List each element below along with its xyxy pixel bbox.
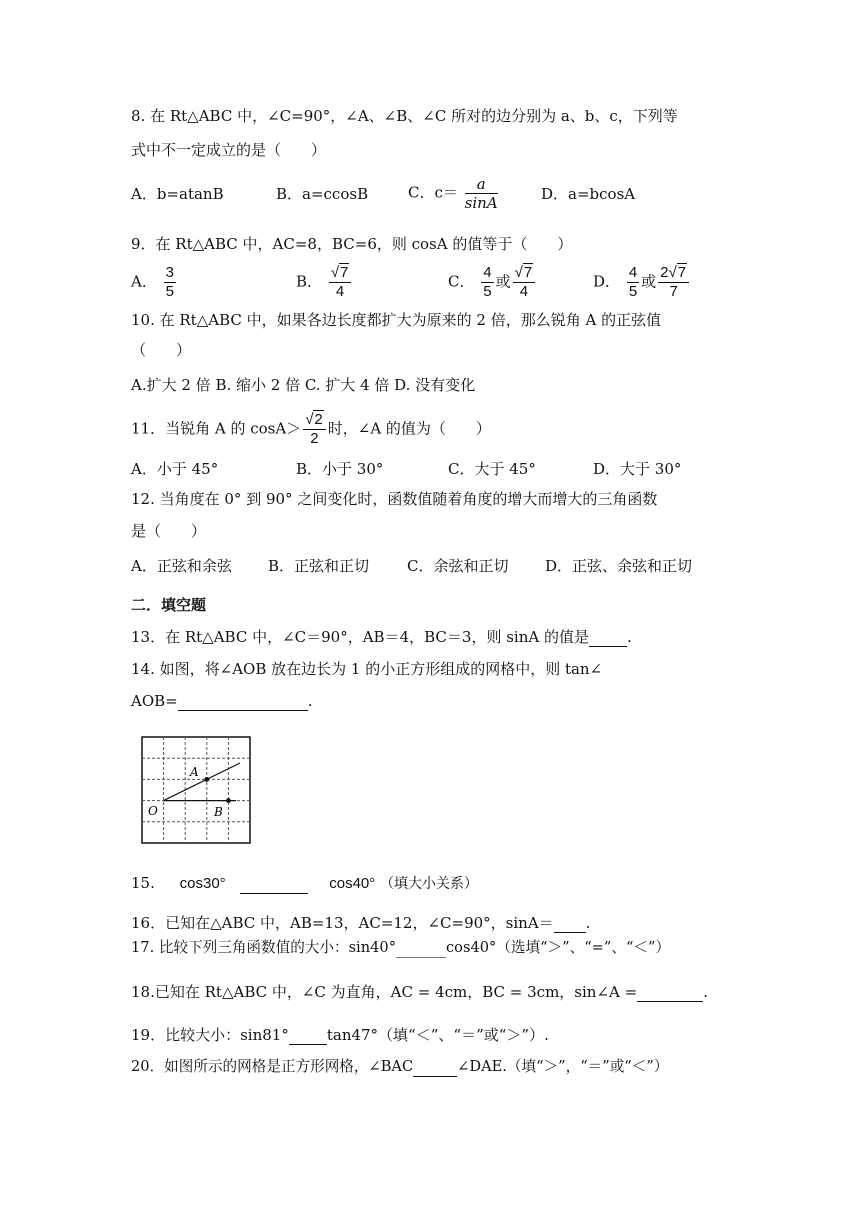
fraction — [481, 264, 493, 301]
fraction — [164, 264, 176, 301]
q15-right-expr: cos40° — [329, 875, 376, 892]
q16-answer-blank[interactable] — [554, 916, 586, 933]
q14-grid-figure — [140, 735, 254, 847]
fraction — [329, 264, 352, 301]
fraction-numerator — [329, 264, 352, 283]
q15-note: （填大小关系） — [380, 876, 479, 892]
q11-option-d: D．大于 30° — [593, 460, 682, 478]
option-label: D． — [593, 272, 621, 291]
q18-answer-blank[interactable] — [637, 985, 703, 1002]
q13-text-end: . — [626, 628, 632, 646]
label-a: A — [190, 765, 199, 779]
fraction-denominator: 5 — [483, 283, 492, 300]
q8-option-c — [408, 175, 500, 212]
fraction-denominator: 7 — [669, 283, 678, 300]
sqrt-symbol: √7 — [330, 264, 349, 281]
point-b — [226, 798, 231, 803]
radicand: 2 — [314, 411, 323, 428]
fraction-denominator: 5 — [628, 283, 638, 300]
q11-stem-text: 11．当锐角 A 的 cosA＞ — [131, 419, 302, 438]
fraction — [627, 264, 639, 301]
radicand: 7 — [677, 264, 687, 281]
q8-option-d: D．a=bcosA — [541, 185, 636, 203]
q11-option-b: B．小于 30° — [296, 460, 384, 478]
q11-option-a: A．小于 45° — [131, 460, 219, 478]
q12-option-c: C．余弦和正切 — [407, 557, 509, 575]
q13 — [131, 627, 632, 647]
q16-text: 16．已知在△ABC 中，AB=13，AC=12，∠C=90°，sinA＝ — [131, 914, 554, 932]
fraction-numerator: a — [465, 175, 498, 194]
q11-option-c: C．大于 45° — [448, 460, 536, 478]
q17-answer-blank[interactable] — [396, 941, 446, 958]
q15-left-expr: cos30° — [179, 875, 226, 892]
q10-stem-line2: （ ） — [131, 341, 192, 359]
fraction-numerator — [303, 411, 326, 430]
q10-options: A.扩大 2 倍 B. 缩小 2 倍 C. 扩大 4 倍 D. 没有变化 — [131, 376, 476, 394]
q18 — [131, 982, 708, 1002]
radicand: 7 — [523, 264, 533, 281]
q19-text-end: tan47°（填“＜”、“＝”或“＞”）. — [326, 1026, 549, 1044]
q15-number: 15. — [131, 874, 155, 892]
q8-option-a: A．b=atanB — [131, 185, 224, 203]
q19-text: 19．比较大小：sin81° — [131, 1026, 289, 1044]
q20-text: 20．如图所示的网格是正方形网格，∠BAC — [131, 1058, 414, 1075]
or-word: 或 — [495, 272, 511, 291]
q14-answer-blank[interactable] — [178, 694, 308, 711]
fraction-numerator: 3 — [165, 264, 174, 281]
q17 — [131, 938, 670, 958]
option-label: A． — [131, 272, 157, 291]
q16-text-end: . — [585, 914, 591, 932]
fraction — [465, 175, 498, 212]
q16 — [131, 913, 590, 933]
q20-text-end: ∠DAE.（填“＞”，“＝”或“＜”） — [457, 1058, 669, 1075]
fraction — [513, 264, 536, 301]
or-word: 或 — [641, 272, 657, 291]
grid-lines — [142, 737, 250, 843]
section-heading-fill-in: 二．填空题 — [131, 596, 207, 614]
q13-answer-blank[interactable] — [589, 630, 627, 647]
q20 — [131, 1057, 668, 1077]
fraction-denominator: 4 — [335, 283, 345, 300]
grid-border — [142, 737, 250, 843]
q12-option-a: A．正弦和余弦 — [131, 557, 232, 575]
fraction-denominator: 4 — [519, 283, 529, 300]
option-label: C． — [448, 272, 475, 291]
q8-option-c-label: C．c＝ — [408, 183, 458, 202]
q18-text-end: . — [703, 983, 708, 1001]
q9-option-b — [296, 264, 353, 301]
fraction-numerator — [513, 264, 536, 283]
q12-option-d: D．正弦、余弦和正切 — [545, 557, 693, 575]
label-o: O — [148, 804, 158, 818]
q14-stem-line2 — [131, 691, 313, 711]
label-b: B — [214, 805, 223, 819]
fraction-numerator — [658, 264, 689, 283]
q8-stem-line2: 式中不一定成立的是（ ） — [131, 141, 327, 159]
q15-answer-blank[interactable] — [240, 877, 308, 894]
q13-text: 13．在 Rt△ABC 中，∠C＝90°，AB＝4，BC＝3，则 sinA 的值是 — [131, 628, 589, 646]
fraction-denominator: 2 — [310, 430, 319, 447]
sqrt-symbol: √2 — [305, 411, 323, 428]
q19-answer-blank[interactable] — [289, 1028, 327, 1045]
q17-text-end: cos40°（选填“＞”、“=”、“＜”） — [446, 939, 671, 956]
q10-stem-line1: 10. 在 Rt△ABC 中，如果各边长度都扩大为原来的 2 倍，那么锐角 A 的正弦值 — [131, 311, 662, 329]
fraction-numerator: 4 — [628, 264, 638, 281]
q14-text: AOB= — [131, 692, 178, 710]
q8-option-b: B．a=ccosB — [276, 185, 369, 203]
q17-text: 17. 比较下列三角函数值的大小：sin40° — [131, 939, 396, 956]
q14-text-end: . — [307, 692, 313, 710]
q12-stem-line2: 是（ ） — [131, 522, 207, 540]
q9-option-c — [448, 264, 537, 301]
q11-stem — [131, 411, 491, 448]
option-label: B． — [296, 272, 323, 291]
q12-option-b: B．正弦和正切 — [268, 557, 370, 575]
q8-stem-line1: 8. 在 Rt△ABC 中，∠C=90°，∠A、∠B、∠C 所对的边分别为 a、b、c，下列等 — [131, 107, 678, 125]
q11-stem-text-end: 时，∠A 的值为（ ） — [327, 419, 491, 438]
q12-stem-line1: 12. 当角度在 0° 到 90° 之间变化时，函数值随着角度的增大而增大的三角函数 — [131, 490, 658, 508]
fraction-denominator: sinA — [464, 194, 498, 212]
coefficient: 2 — [660, 264, 669, 281]
q18-text: 18.已知在 Rt△ABC 中，∠C 为直角，AC = 4cm，BC = 3cm，sin∠A = — [131, 983, 638, 1001]
q9-option-a — [131, 264, 178, 301]
q9-option-d — [593, 264, 691, 301]
sqrt-symbol: √7 — [668, 264, 687, 281]
radicand: 7 — [340, 264, 349, 281]
fraction — [303, 411, 326, 448]
q20-answer-blank[interactable] — [413, 1060, 457, 1077]
fraction — [658, 264, 689, 301]
q14-stem-line1: 14. 如图，将∠AOB 放在边长为 1 的小正方形组成的网格中，则 tan∠ — [131, 660, 603, 678]
point-a — [204, 777, 209, 782]
fraction-denominator: 5 — [165, 283, 174, 300]
sqrt-symbol: √7 — [514, 264, 533, 281]
q9-stem: 9．在 Rt△ABC 中，AC=8，BC=6，则 cosA 的值等于（ ） — [131, 235, 573, 253]
fraction-numerator: 4 — [483, 264, 492, 281]
q19 — [131, 1025, 549, 1045]
q15 — [131, 873, 478, 894]
